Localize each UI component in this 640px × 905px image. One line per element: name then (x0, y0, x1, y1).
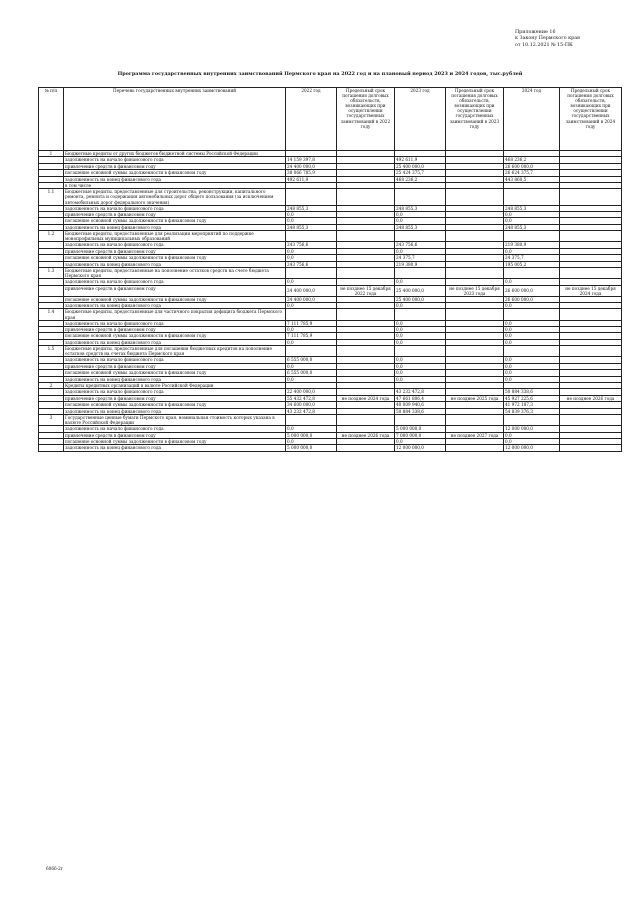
appendix-block (515, 30, 633, 49)
value-2024 (504, 346, 560, 357)
value-2022: 14 159 397,8 (286, 157, 337, 163)
value-2023: 0,0 (395, 370, 446, 376)
value-2022 (286, 346, 337, 357)
value-2022: 0,0 (286, 327, 337, 333)
value-2023: 0,0 (395, 333, 446, 339)
row-name: задолженность на конец финансового года (64, 303, 286, 309)
row-name: Бюджетные кредиты, предоставленные для реализации мероприятий по поддержке монопрофильных муниципальных образований (64, 231, 286, 242)
value-2023: 24 375,7 (395, 255, 446, 261)
value-2022: 55 432 472,8 (286, 395, 337, 401)
value-2022: 248 855,3 (286, 224, 337, 230)
value-2023: 0,0 (395, 320, 446, 326)
value-2024: 0,0 (504, 370, 560, 376)
value-2022: 0,0 (286, 212, 337, 218)
row-name: Бюджетные кредиты, предоставленные на пополнение остатков средств на счете бюджета Пермского края (64, 267, 286, 278)
value-2024: 26 600 000,0 (504, 285, 560, 296)
row-name: привлечение средств в финансовом году (64, 285, 286, 296)
value-2023 (395, 346, 446, 357)
value-2022: 0,0 (286, 279, 337, 285)
value-2023: 47 661 806,4 (395, 395, 446, 401)
value-2023 (395, 414, 446, 425)
value-2023: 25 424 375,7 (395, 170, 446, 176)
table-row (39, 285, 622, 296)
value-2024: 0,0 (504, 212, 560, 218)
value-2024: 26 600 000,0 (504, 163, 560, 169)
row-name: погашение основной суммы задолженности в финансовом году (64, 218, 286, 224)
deadline-2023 (446, 189, 504, 205)
value-2022: 22 400 000,0 (286, 389, 337, 395)
value-2024 (504, 189, 560, 205)
deadline-2022 (337, 445, 395, 451)
row-number: 3 (39, 414, 64, 425)
value-2023: 5 000 000,0 (395, 426, 446, 432)
value-2024: 0,0 (504, 333, 560, 339)
row-name: привлечение средств в финансовом году (64, 163, 286, 169)
value-2022 (286, 189, 337, 205)
row-name: задолженность на конец финансового года (64, 445, 286, 451)
value-2023 (395, 231, 446, 242)
value-2023: 248 855,3 (395, 224, 446, 230)
value-2022: 243 756,6 (286, 242, 337, 248)
value-2024: 443 860,5 (504, 176, 560, 182)
value-2023: 0,0 (395, 376, 446, 382)
value-2024: 0,0 (504, 320, 560, 326)
value-2024: 0,0 (504, 339, 560, 345)
deadline-2024 (560, 267, 622, 278)
row-name: погашение основной суммы задолженности в финансовом году (64, 333, 286, 339)
header-deadline-2022: Предельный срок погашения долговых обязательств, возникающих при осуществлении государственных заимствований в 2022 году (337, 88, 395, 151)
value-2024: 195 005,2 (504, 261, 560, 267)
value-2024: 0,0 (504, 327, 560, 333)
row-number: 1 (39, 151, 64, 157)
value-2023: 25 400 000,0 (395, 296, 446, 302)
row-number (39, 285, 64, 296)
value-2023: 248 855,3 (395, 205, 446, 211)
value-2023: 0,0 (395, 357, 446, 363)
value-2022: 5 000 000,0 (286, 445, 337, 451)
value-2024 (504, 309, 560, 320)
value-2023 (395, 309, 446, 320)
deadline-2023 (446, 267, 504, 278)
value-2022: 243 756,6 (286, 261, 337, 267)
value-2022: 38 066 785,9 (286, 170, 337, 176)
value-2022: 248 855,3 (286, 205, 337, 211)
value-2022: 43 232 472,8 (286, 408, 337, 414)
row-name: Бюджетные кредиты, предоставленные для строительства, реконструкции, капитального ремонта, ремонта и содержания автомобильных дорог общего пользования (за исключением автомобильных дорог федерального значения) (64, 189, 286, 205)
value-2023: 50 884 338,6 (395, 408, 446, 414)
row-name: Кредиты кредитных организаций в валюте Российской Федерации (64, 382, 286, 388)
value-2023: 492 611,9 (395, 157, 446, 163)
value-2024 (504, 231, 560, 242)
deadline-2023: не позднее 2027 года (446, 432, 504, 438)
header-2023: 2023 год (395, 88, 446, 151)
value-2024: 248 855,3 (504, 224, 560, 230)
value-2023: 0,0 (395, 248, 446, 254)
value-2024: 248 855,3 (504, 205, 560, 211)
header-deadline-2024: Предельный срок погашения долговых обязательств, возникающих при осуществлении государственных заимствований в 2024 году (560, 88, 622, 151)
value-2023: 0,0 (395, 339, 446, 345)
value-2024: 24 375,7 (504, 255, 560, 261)
table-row (39, 267, 622, 278)
row-number: 1.4 (39, 309, 64, 320)
value-2022 (286, 231, 337, 242)
value-2024: 12 000 000,0 (504, 426, 560, 432)
row-name: привлечение средств в финансовом году (64, 212, 286, 218)
value-2022: 5 000 000,0 (286, 432, 337, 438)
value-2022: 24 400 000,0 (286, 296, 337, 302)
value-2022: 0,0 (286, 376, 337, 382)
value-2024: 0,0 (504, 438, 560, 444)
footer-code: 6066-2г (46, 866, 63, 871)
row-name: Бюджетные кредиты, предоставленные для частичного покрытия дефицита бюджета Пермского края (64, 309, 286, 320)
header-2022: 2022 год (286, 88, 337, 151)
deadline-2024 (560, 445, 622, 451)
value-2023: 40 009 940,6 (395, 402, 446, 408)
value-2022: 0,0 (286, 339, 337, 345)
table-row (39, 309, 622, 320)
row-name: задолженность на начало финансового года (64, 357, 286, 363)
row-number: 1.5 (39, 346, 64, 357)
appendix-line-2: к Закону Пермского края (515, 36, 581, 42)
value-2024 (504, 267, 560, 278)
table-row (39, 414, 622, 425)
value-2024: 26 600 000,0 (504, 296, 560, 302)
row-name: погашение основной суммы задолженности в финансовом году (64, 370, 286, 376)
value-2024: 54 839 376,3 (504, 408, 560, 414)
deadline-2023 (446, 346, 504, 357)
table-row (39, 189, 622, 205)
row-name: погашение основной суммы задолженности в финансовом году (64, 255, 286, 261)
table-row (39, 346, 622, 357)
row-name: задолженность на конец финансового года (64, 339, 286, 345)
value-2024: 219 380,9 (504, 242, 560, 248)
value-2023 (395, 189, 446, 205)
row-number: 1.1 (39, 189, 64, 205)
value-2024: 0,0 (504, 376, 560, 382)
value-2023 (395, 267, 446, 278)
value-2024: 0,0 (504, 303, 560, 309)
value-2024 (504, 414, 560, 425)
deadline-2022 (337, 189, 395, 205)
value-2023: 0,0 (395, 212, 446, 218)
deadline-2024: не позднее 15 декабря 2024 года (560, 285, 622, 296)
value-2024: 0,0 (504, 432, 560, 438)
row-name: задолженность на начало финансового года (64, 157, 286, 163)
value-2022: 34 600 000,0 (286, 402, 337, 408)
deadline-2022: не позднее 2026 года (337, 432, 395, 438)
row-name: Бюджетные кредиты, предоставленные для погашения бюджетных кредитов на пополнение остатков средств на счетах бюджета Пермского края (64, 346, 286, 357)
value-2024: 0,0 (504, 279, 560, 285)
deadline-2024: не позднее 2026 года (560, 395, 622, 401)
row-name: привлечение средств в финансовом году (64, 363, 286, 369)
table-body (39, 151, 622, 452)
value-2024: 0,0 (504, 357, 560, 363)
appendix-line-1: Приложение 16 (515, 30, 556, 35)
value-2022: 492 611,9 (286, 176, 337, 182)
value-2022: 0,0 (286, 426, 337, 432)
value-2023: 0,0 (395, 363, 446, 369)
row-name: погашение основной суммы задолженности в финансовом году (64, 170, 286, 176)
deadline-2023: не позднее 2025 года (446, 395, 504, 401)
header-2024: 2024 год (504, 88, 560, 151)
value-2023: 12 000 000,0 (395, 445, 446, 451)
row-number (39, 445, 64, 451)
appendix-line-3: от 10.12.2021 № 15-ПК (515, 42, 573, 48)
row-name: Государственные ценные бумаги Пермского края, номинальная стоимость которых указана в валюте Российской Федерации (64, 414, 286, 425)
row-name: задолженность на конец финансового года (64, 376, 286, 382)
value-2022: 0,0 (286, 363, 337, 369)
deadline-2022: не позднее 2024 года (337, 395, 395, 401)
value-2023: 219 380,9 (395, 261, 446, 267)
table-row (39, 231, 622, 242)
deadline-2022 (337, 231, 395, 242)
value-2022: 0,0 (286, 303, 337, 309)
row-name: задолженность на начало финансового года (64, 320, 286, 326)
value-2023: 0,0 (395, 218, 446, 224)
value-2023: 43 232 472,8 (395, 389, 446, 395)
value-2023: 0,0 (395, 303, 446, 309)
row-name: задолженность на начало финансового года (64, 279, 286, 285)
deadline-2024 (560, 231, 622, 242)
value-2023: 243 756,6 (395, 242, 446, 248)
value-2022: 0,0 (286, 255, 337, 261)
header-num: № п/п (39, 88, 64, 151)
value-2024: 468 236,2 (504, 157, 560, 163)
value-2022 (286, 267, 337, 278)
row-name: Бюджетные кредиты от других бюджетов бюджетной системы Российской Федерации (64, 151, 286, 157)
deadline-2022 (337, 267, 395, 278)
row-name: погашение основной суммы задолженности в финансовом году (64, 402, 286, 408)
value-2023: 25 400 000,0 (395, 285, 446, 296)
deadline-2023 (446, 414, 504, 425)
value-2024: 45 927 225,6 (504, 395, 560, 401)
deadline-2022 (337, 346, 395, 357)
header-deadline-2023: Предельный срок погашения долговых обязательств, возникающих при осуществлении государственных заимствований в 2023 году (446, 88, 504, 151)
deadline-2023 (446, 445, 504, 451)
deadline-2024 (560, 309, 622, 320)
row-name: привлечение средств в финансовом году (64, 395, 286, 401)
row-number: 2 (39, 382, 64, 388)
deadline-2023 (446, 309, 504, 320)
deadline-2024 (560, 414, 622, 425)
value-2024: 0,0 (504, 363, 560, 369)
deadline-2024 (560, 189, 622, 205)
row-name: привлечение средств в финансовом году (64, 248, 286, 254)
value-2024: 50 884 338,6 (504, 389, 560, 395)
value-2023: 25 400 000,0 (395, 163, 446, 169)
value-2022 (286, 414, 337, 425)
row-name: привлечение средств в финансовом году (64, 432, 286, 438)
table-row (39, 445, 622, 451)
value-2022: 0,0 (286, 248, 337, 254)
value-2023: 0,0 (395, 327, 446, 333)
row-name: в том числе (64, 182, 286, 188)
value-2024: 0,0 (504, 248, 560, 254)
value-2024: 0,0 (504, 218, 560, 224)
row-name: задолженность на начало финансового года (64, 242, 286, 248)
value-2022: 0,0 (286, 218, 337, 224)
value-2022: 7 111 785,9 (286, 320, 337, 326)
row-name: задолженность на начало финансового года (64, 389, 286, 395)
row-number: 1.2 (39, 231, 64, 242)
row-name: задолженность на конец финансового года (64, 261, 286, 267)
deadline-2023 (446, 231, 504, 242)
value-2024: 41 972 187,3 (504, 402, 560, 408)
value-2023: 468 236,2 (395, 176, 446, 182)
deadline-2024 (560, 346, 622, 357)
value-2022: 6 555 000,0 (286, 357, 337, 363)
deadline-2022 (337, 414, 395, 425)
value-2024: 26 624 375,7 (504, 170, 560, 176)
header-name: Перечень государственных внутренних заимствований (64, 88, 286, 151)
value-2022: 24 400 000,0 (286, 163, 337, 169)
deadline-2022: не позднее 15 декабря 2022 года (337, 285, 395, 296)
row-name: погашение основной суммы задолженности в финансовом году (64, 296, 286, 302)
value-2024: 12 000 000,0 (504, 445, 560, 451)
row-name: задолженность на начало финансового года (64, 426, 286, 432)
value-2022: 6 555 000,0 (286, 370, 337, 376)
row-name: задолженность на начало финансового года (64, 205, 286, 211)
value-2023: 0,0 (395, 279, 446, 285)
row-number: 1.3 (39, 267, 64, 278)
value-2022: 24 400 000,0 (286, 285, 337, 296)
value-2022: 0,0 (286, 438, 337, 444)
row-name: привлечение средств в финансовом году (64, 327, 286, 333)
value-2023: 0,0 (395, 438, 446, 444)
value-2022 (286, 309, 337, 320)
borrowings-table (38, 87, 622, 452)
value-2022: 7 111 785,9 (286, 333, 337, 339)
row-name: погашение основной суммы задолженности в финансовом году (64, 438, 286, 444)
deadline-2022 (337, 309, 395, 320)
value-2023: 7 000 000,0 (395, 432, 446, 438)
row-name: задолженность на конец финансового года (64, 408, 286, 414)
row-name: задолженность на конец финансового года (64, 176, 286, 182)
row-name: задолженность на конец финансового года (64, 224, 286, 230)
deadline-2023: не позднее 15 декабря 2023 года (446, 285, 504, 296)
document-title: Программа государственных внутренних заимствований Пермского края на 2022 год и на плановый период 2023 и 2024 годов, тыс.рублей (117, 71, 523, 77)
